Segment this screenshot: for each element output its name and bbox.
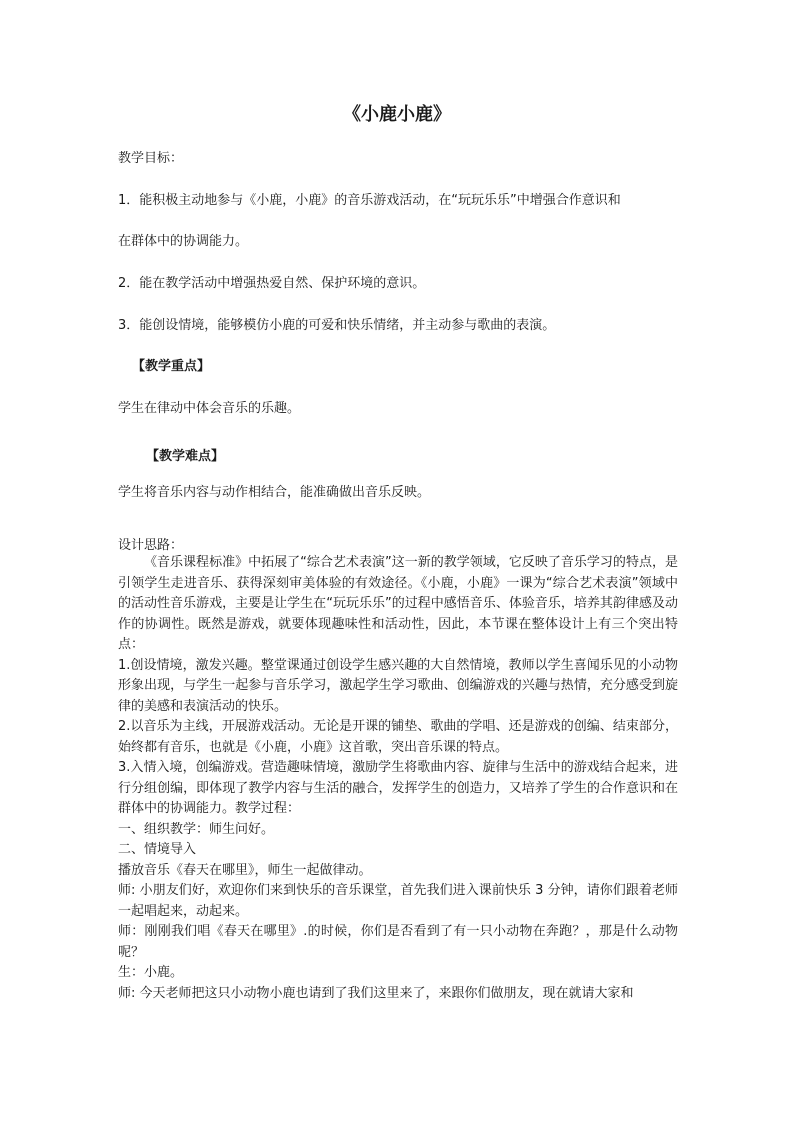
- design-paragraph: 2.以音乐为主线，开展游戏活动。无论是开课的铺垫、歌曲的学唱、还是游戏的创编、结束部分，始终都有音乐，也就是《小鹿，小鹿》这首歌，突出音乐课的特点。: [118, 719, 678, 755]
- dialogue-line: 生：小鹿。: [118, 965, 184, 980]
- key-point-heading: 【教学重点】: [132, 359, 211, 374]
- key-point-text: 学生在律动中体会音乐的乐趣。: [118, 401, 301, 416]
- objective-1-line-1: 1．能积极主动地参与《小鹿，小鹿》的音乐游戏活动，在“玩玩乐乐”中增强合作意识和: [118, 193, 621, 208]
- process-line: 播放音乐《春天在哪里》，师生一起做律动。: [118, 862, 372, 878]
- dialogue-line: 师: 小朋友们好，欢迎你们来到快乐的音乐课堂，首先我们进入课前快乐 3 分钟，请你们跟着老师一起唱起来，动起来。: [118, 883, 678, 919]
- objectives-label: 教学目标：: [118, 151, 184, 166]
- objective-2: 2．能在教学活动中增强热爱自然、保护环境的意识。: [118, 276, 426, 291]
- difficult-point-heading: 【教学难点】: [146, 449, 225, 464]
- difficult-point-text: 学生将音乐内容与动作相结合，能准确做出音乐反映。: [118, 485, 431, 500]
- objective-1-line-2: 在群体中的协调能力。: [118, 234, 249, 249]
- document-title: 《小鹿小鹿》: [343, 104, 451, 125]
- dialogue-line: 师：刚刚我们唱《春天在哪里》.的时候，你们是否看到了有一只小动物在奔跑？，那是什么动物呢？: [118, 924, 678, 960]
- dialogue-line: 师: 今天老师把这只小动物小鹿也请到了我们这里来了，来跟你们做朋友，现在就请大家和: [118, 985, 634, 1001]
- process-step-1: 一、组织教学：师生问好。: [118, 821, 275, 837]
- design-body: [118, 553, 678, 1004]
- objective-3: 3．能创设情境，能够模仿小鹿的可爱和快乐情绪，并主动参与歌曲的表演。: [118, 318, 556, 333]
- design-label: 设计思路：: [118, 538, 184, 553]
- design-paragraph: 1.创设情境，激发兴趣。整堂课通过创设学生感兴趣的大自然情境，教师以学生喜闻乐见的小动物形象出现，与学生一起参与音乐学习，激起学生学习歌曲、创编游戏的兴趣与热情，充分感受到旋律的美感和表演活动的快乐。: [118, 657, 678, 714]
- process-step-2: 二、情境导入: [118, 842, 197, 857]
- design-paragraph: 3.入情入境，创编游戏。营造趣味情境，激励学生将歌曲内容、旋律与生活中的游戏结合起来，进行分组创编，即体现了教学内容与生活的融合，发挥学生的创造力，又培养了学生的合作意识和在群体中的协调能力。教学过程：: [118, 760, 678, 816]
- design-paragraph: 《音乐课程标准》中拓展了“综合艺术表演”这一新的教学领域，它反映了音乐学习的特点，是引领学生走进音乐、获得深刻审美体验的有效途径。《小鹿，小鹿》一课为“综合艺术表演”领域中的活动性音乐游戏，主要是让学生在“玩玩乐乐”的过程中感悟音乐、体验音乐，培养其韵律感及动作的协调性。既然是游戏，就要体现趣味性和活动性，因此，本节课在整体设计上有三个突出特点：: [118, 555, 678, 652]
